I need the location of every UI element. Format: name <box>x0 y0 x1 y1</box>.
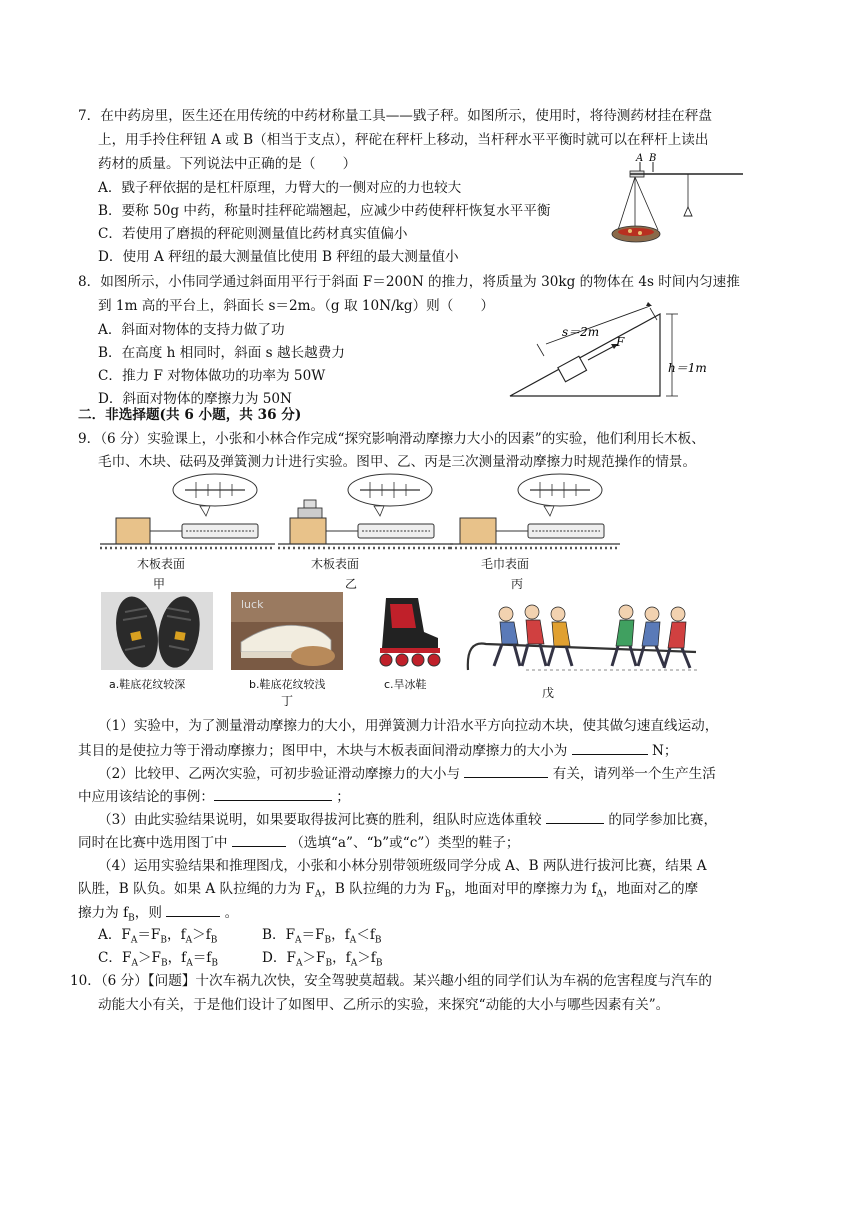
setup-yi-surface: 木板表面 <box>311 557 360 571</box>
q7-line1: 7．在中药房里，医生还在用传统的中药材称量工具——戥子秤。如图所示，使用时，将待测药材挂在秤盘 <box>78 108 712 124</box>
q9-blank-6[interactable] <box>166 902 220 917</box>
q8-line2: 到 1m 高的平台上，斜面长 s＝2m。（g 取 10N/kg）则（ ） <box>98 298 495 314</box>
q9-blank-4[interactable] <box>546 809 604 824</box>
setup-jia-label: 甲 <box>153 577 166 591</box>
incline-figure <box>500 300 720 402</box>
q9-option-c: C．$F_A>F_B$，$f_A=f_B$ <box>98 950 218 969</box>
setup-yi-figure <box>278 472 458 552</box>
q9-p3-line1: （3）由此实验结果说明，如果要取得拔河比赛的胜利，组队时应选体重较 的同学参加比赛， <box>98 809 717 830</box>
q9-line2: 毛巾、木块、砝码及弹簧测力计进行实验。图甲、乙、丙是三次测量滑动摩擦力时规范操作的情景。 <box>98 454 697 470</box>
q7-line3: 药材的质量。下列说法中正确的是（ ） <box>98 156 357 172</box>
shoe-brand-text: luck <box>241 598 264 611</box>
q9-p4-line2: 队胜，B 队负。如果 A 队拉绳的力为 $F_A$，B 队拉绳的力为 $F_B$，地面对甲的摩擦力为 $f_A$，地面对乙的摩 <box>78 881 699 900</box>
q10-line2: 动能大小有关，于是他们设计了如图甲、乙所示的实验，来探究“动能的大小与哪些因素有关”。 <box>98 997 670 1013</box>
q9-p2-line1: （2）比较甲、乙两次实验，可初步验证滑动摩擦力的大小与 有关，请列举一个生产生活 <box>98 763 716 784</box>
q9-p1-line2: 其目的是使拉力等于滑动摩擦力；图甲中，木块与木板表面间滑动摩擦力的大小为 N； <box>78 740 678 761</box>
q7-option-b: B．要称 50g 中药，称量时挂秤砣端翘起，应减少中药使秤杆恢复水平平衡 <box>98 203 551 219</box>
q7-option-d: D．使用 A 秤纽的最大测量值比使用 B 秤纽的最大测量值小 <box>98 249 459 265</box>
q9-p2-line2: 中应用该结论的事例： ； <box>78 786 350 807</box>
q9-blank-1[interactable] <box>572 740 648 755</box>
setup-jia-figure <box>100 472 280 552</box>
q9-blank-5[interactable] <box>232 832 286 847</box>
q9-p1-line1: （1）实验中，为了测量滑动摩擦力的大小，用弹簧测力计沿水平方向拉动木块，使其做匀速直线运动， <box>98 718 719 734</box>
q9-option-d: D．$F_A>F_B$，$f_A>f_B$ <box>262 950 383 969</box>
setup-yi-label: 乙 <box>345 577 358 591</box>
q9-p4-line3: 擦力为 $f_B$，则 。 <box>78 902 238 929</box>
setup-bing-figure <box>450 472 630 552</box>
q10-line1: 10．（6 分）【问题】十次车祸九次快，安全驾驶莫超载。某兴趣小组的同学们认为车祸的危害程度与汽车的 <box>70 973 712 989</box>
setup-jia-surface: 木板表面 <box>137 557 186 571</box>
q9-blank-3[interactable] <box>214 786 332 801</box>
incline-label-f: F <box>616 335 625 349</box>
photo-roller-skate <box>368 592 452 670</box>
photo-shallow-tread-shoe <box>231 592 343 670</box>
q8-option-b: B．在高度 h 相同时，斜面 s 越长越费力 <box>98 345 345 361</box>
q7-option-c: C．若使用了磨损的秤砣则测量值比药材真实值偏小 <box>98 226 408 242</box>
q8-option-a: A．斜面对物体的支持力做了功 <box>98 322 285 338</box>
q9-blank-2[interactable] <box>464 763 548 778</box>
q8-option-c: C．推力 F 对物体做功的功率为 50W <box>98 368 326 384</box>
q9-p3-line2: 同时在比赛中选用图丁中 （选填“a”、“b”或“c”）类型的鞋子； <box>78 832 519 853</box>
q9-option-b: B．$F_A=F_B$，$f_A<f_B$ <box>262 927 382 946</box>
photo-group-label: 丁 <box>281 694 294 708</box>
photo-c-caption: c.旱冰鞋 <box>384 678 427 691</box>
q7-option-a: A．戥子秤依据的是杠杆原理，力臂大的一侧对应的力也较大 <box>98 180 462 196</box>
photo-a-caption: a.鞋底花纹较深 <box>109 678 186 691</box>
incline-label-h: h＝1m <box>668 361 707 375</box>
incline-label-s: s＝2m <box>562 325 600 339</box>
q9-p4-line1: （4）运用实验结果和推理图戊，小张和小林分别带领班级同学分成 A、B 两队进行拔河比赛，结果 A <box>98 858 707 874</box>
setup-bing-label: 丙 <box>511 577 524 591</box>
q8-line1: 8．如图所示，小伟同学通过斜面用平行于斜面 F＝200N 的推力，将质量为 30kg 的物体在 4s 时间内匀速推 <box>78 274 740 290</box>
photo-deep-tread-sole <box>101 592 213 670</box>
steelyard-figure <box>600 150 750 250</box>
steelyard-label-a: A <box>636 153 644 164</box>
q7-line2: 上，用手拎住秤钮 A 或 B（相当于支点），秤砣在秤杆上移动，当杆秤水平平衡时就可以在秤杆上读出 <box>98 132 709 148</box>
q9-option-a: A．$F_A=F_B$，$f_A>f_B$ <box>98 927 218 946</box>
q8-option-d: D．斜面对物体的摩擦力为 50N <box>98 391 292 407</box>
photo-b-caption: b.鞋底花纹较浅 <box>249 678 326 691</box>
section2-title: 二．非选择题(共 6 小题，共 36 分) <box>78 407 302 423</box>
tug-of-war-label: 戊 <box>542 686 555 700</box>
setup-bing-surface: 毛巾表面 <box>481 557 530 571</box>
q9-line1: 9．（6 分）实验课上，小张和小林合作完成“探究影响滑动摩擦力大小的因素”的实验，他们利用长木板、 <box>78 431 705 447</box>
tug-of-war-figure <box>466 600 706 674</box>
steelyard-label-b: B <box>649 153 657 164</box>
